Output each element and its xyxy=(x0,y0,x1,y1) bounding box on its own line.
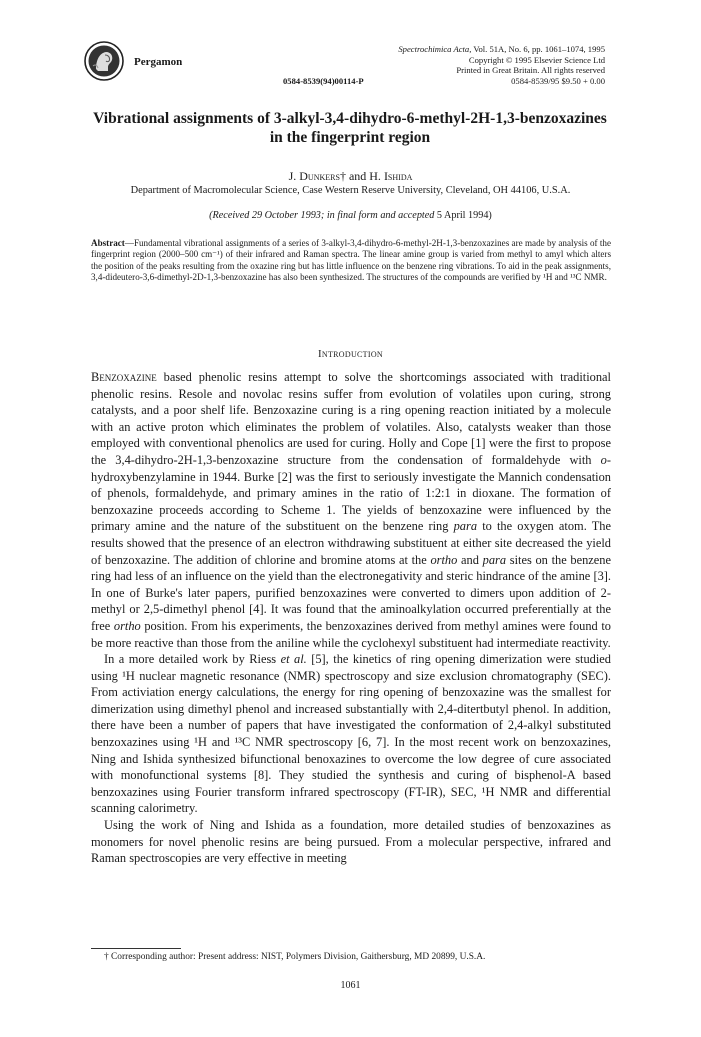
volume-pages: Vol. 51A, No. 6, pp. 1061–1074, 1995 xyxy=(473,44,605,54)
text-run: to the oxygen atom. The results showed that the presence of an electron withdrawing substituent at either site decreased the yield of benzoxazine. The addition of chlorine and bromine atoms at the xyxy=(91,519,611,567)
paragraph-3: Using the work of Ning and Ishida as a foundation, more detailed studies of benzoxazines as monomers for novel phenolic resins are being pursued. From a molecular perspective, infrared and Raman spectroscopies are very effective in meeting xyxy=(91,818,611,866)
author1-footnote-mark: † xyxy=(339,169,346,183)
text-run: based phenolic resins attempt to solve the shortcomings associated with traditional phenolic resins. Resole and novolac resins suffer from evolution of volatiles upon curing, strong catalysts, and a poor shelf life. Benzoxazine curing is a ring opening reaction initiated by a molecule with an active proton which eliminates the problem of volatiles. Also, catalysts weaker than those employed with conventional phenolics are used for curing. Holly and Cope [1] were the first to propose the 3,4-dihydro-2H-1,3-benzoxazine structure from the condensation of formaldehyde with xyxy=(91,370,611,467)
italic-run: et al. xyxy=(280,652,307,667)
footnote-divider xyxy=(91,948,181,949)
received-dates xyxy=(0,210,701,221)
citation-line xyxy=(305,44,605,55)
author2-initial: H. xyxy=(369,169,384,183)
publisher-logo xyxy=(84,41,124,81)
abstract-text: —Fundamental vibrational assignments of a series of 3-alkyl-3,4-dihydro-6-methyl-2H-1,3-benzoxazines are made by analysis of the fingerprint region (2000–500 cm⁻¹) of their infrared and Raman spectra. The linear amine group is varied from methyl to amyl which alters the position of the peaks resulting from the oxazine ring but has little influence on the benzene ring vibrations. To aid in the peak assignments, 3,4-dideutero-3,6-dimethyl-2D-1,3-benzoxazine has also been synthesized. The structures of the compounds are verified by ¹H and ¹³C NMR. xyxy=(91,238,611,283)
paragraph-1-lead: Benzoxazine xyxy=(91,370,157,384)
affiliation: Department of Macromolecular Science, Case Western Reserve University, Cleveland, OH 44106, U.S.A. xyxy=(130,185,571,196)
received-open: (Received 29 October 1993; xyxy=(209,210,327,221)
italic-run: o xyxy=(600,452,607,467)
copyright-line: Copyright © 1995 Elsevier Science Ltd xyxy=(468,54,605,65)
italic-run: ortho xyxy=(113,618,141,633)
page-number: 1061 xyxy=(340,980,361,991)
text-run: and xyxy=(457,552,483,567)
article-identifier: 0584-8539(94)00114-P xyxy=(283,76,364,86)
text-run: -hydroxybenzylamine in 1944. Burke [2] was the first to seriously investigate the Mannich condensation of phenols, formaldehyde, and primary amines in the ratio of 1:2:1 in dioxane. The formation of benzoxazine proceeds according to Scheme 1. The yields of benzoxazine were influenced by the primary amine and the nature of the substituent on the benzene ring xyxy=(91,452,611,534)
author-line xyxy=(0,169,701,184)
issn-line: 0584-8539/95 $9.50 + 0.00 xyxy=(511,75,605,86)
received-close: 5 April 1994) xyxy=(434,210,492,221)
author2-name: Ishida xyxy=(383,169,413,183)
text-run: In a more detailed work by Riess xyxy=(104,652,281,667)
author1-initial: J. xyxy=(288,169,300,183)
italic-run: para xyxy=(482,552,507,567)
received-final: in final form and accepted xyxy=(326,210,435,221)
journal-name: Spectrochimica Acta, xyxy=(398,44,472,54)
text-run: [5], the kinetics of ring opening dimerization were studied using ¹H nuclear magnetic resonance (NMR) spectroscopy and size exclusion chromatography (SEC). From activiation energy calculations, the energy for ring opening of benzoxazine was the smallest for dimerization using dimethyl phenol and increased substantially with 2,4-ditertbutyl phenol. In addition, there have been a number of papers that have investigated the conformation of 2,4-alkyl substituted benzoxazines using ¹H and ¹³C NMR spectroscopy [6, 7]. In the most recent work on benzoxazines, Ning and Ishida synthesized bifunctional benoxazines to overcome the low degree of cure associated with monofunctional systems [8]. They studied the synthesis and curing of bisphenol-A based benzoxazines using Fourier transform infrared spectroscopy (FT-IR), SEC, ¹H NMR and differential scanning calorimetry. xyxy=(91,652,611,816)
text-run: sites on the benzene ring had less of an influence on the yield than the electronegativity and steric hindrance of the amine [3]. In one of Burke's later papers, purified benzoxazines were converted to dimers upon addition of 2-methyl or 2,5-dimethyl phenol [4]. It was found that the aminoalkylation occurred preferentially at the free xyxy=(91,552,611,633)
author1-name: Dunkers xyxy=(299,169,340,183)
paragraph-1 xyxy=(91,369,611,651)
footnote: † Corresponding author: Present address: NIST, Polymers Division, Gaithersburg, MD 20899, U.S.A. xyxy=(104,952,486,962)
paragraph-2 xyxy=(91,651,611,817)
text-run: position. From his experiments, the benzoxazines derived from methyl amines were found to be more reactive than those from the aniline while the cyclohexyl substituent had intermediate reactivity. xyxy=(91,618,611,650)
author-conjunction: and xyxy=(345,169,370,183)
printed-line: Printed in Great Britain. All rights reserved xyxy=(456,65,605,76)
italic-run: para xyxy=(453,519,478,534)
article-title: Vibrational assignments of 3-alkyl-3,4-dihydro-6-methyl-2H-1,3-benzoxazines in the fingerprint region xyxy=(93,110,607,146)
abstract xyxy=(91,238,611,284)
section-heading: Introduction xyxy=(318,348,383,360)
body-text xyxy=(91,369,611,867)
abstract-label: Abstract xyxy=(91,238,125,248)
publisher-name: Pergamon xyxy=(134,56,183,68)
italic-run: ortho xyxy=(430,552,458,567)
